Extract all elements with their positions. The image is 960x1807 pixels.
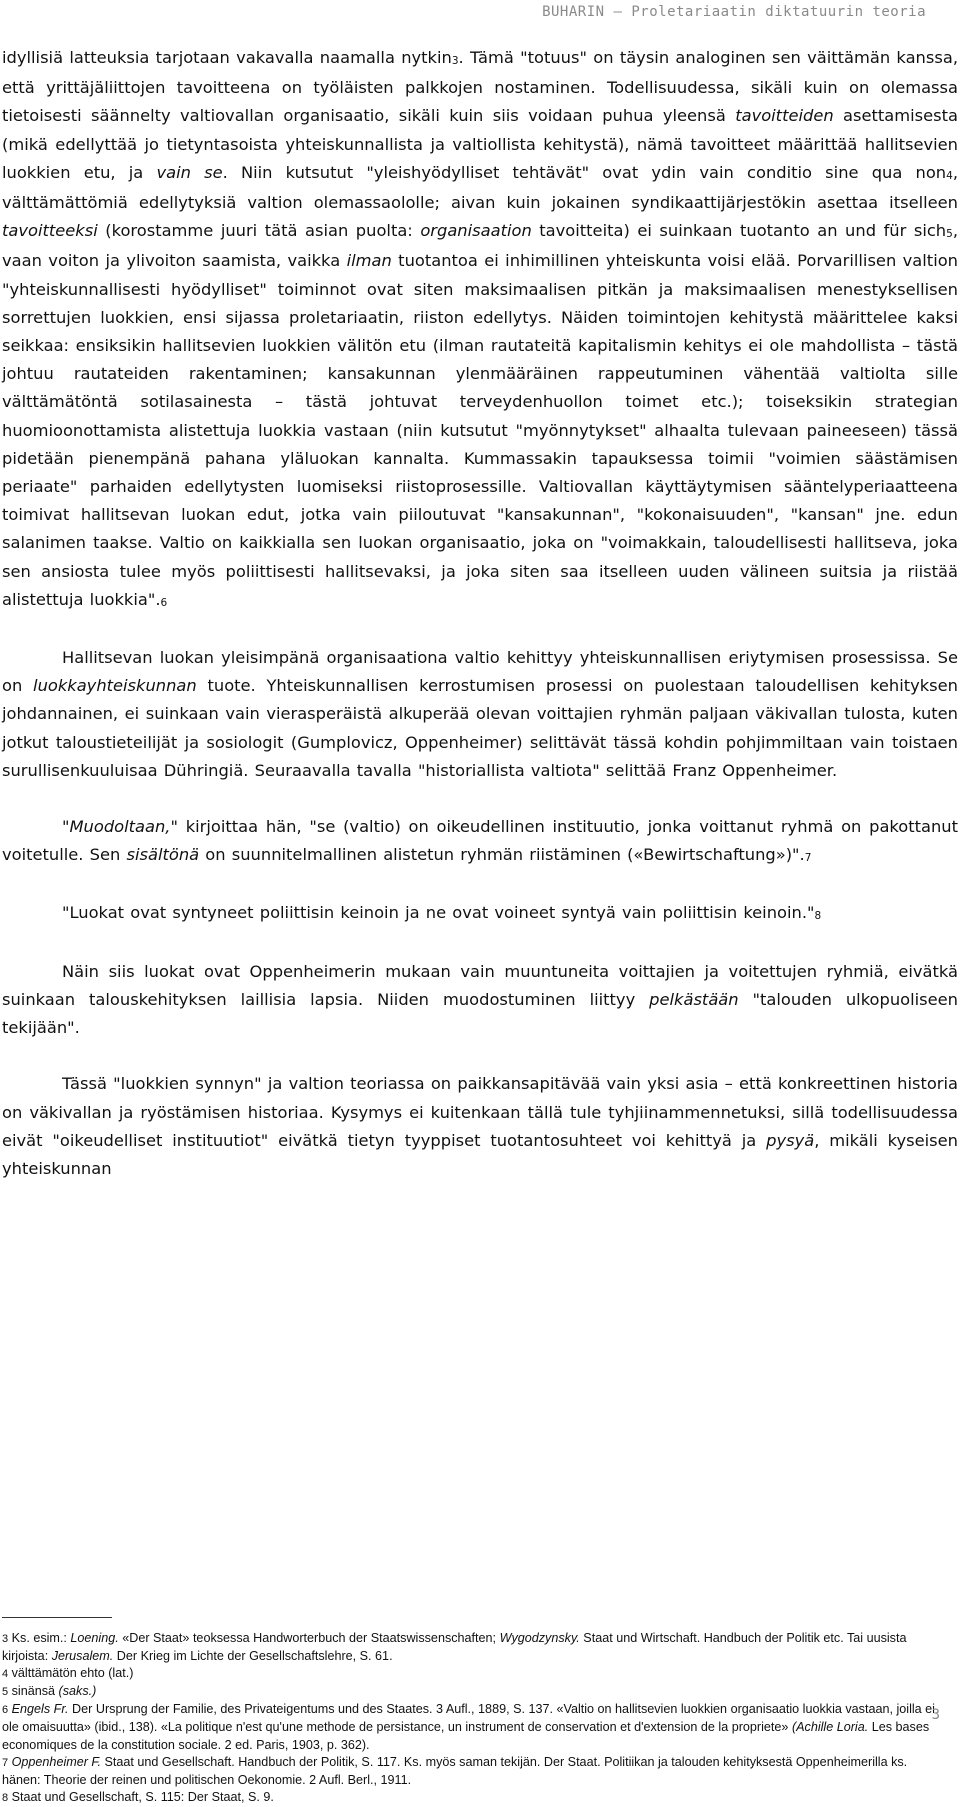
emphasis: pysyä <box>766 1130 815 1150</box>
footnote-ref-3[interactable]: 3 <box>451 55 459 67</box>
footnote-ref-4[interactable]: 4 <box>946 169 953 182</box>
body-text <box>0 44 960 1183</box>
emphasis: sisältönä <box>126 845 200 865</box>
emphasis: organisaation <box>420 221 532 241</box>
footnote-ref-6[interactable]: 6 <box>160 596 168 609</box>
footnote-5: 5 sinänsä (saks.) <box>2 1684 97 1699</box>
paragraph-4: "Luokat ovat syntyneet poliittisin keinoin ja ne ovat voineet syntyä vain poliittisin keinoin."8 <box>62 903 822 923</box>
paragraph-3: "Muodoltaan," kirjoittaa hän, "se (valtio) on oikeudellinen instituutio, jonka voittanut ryhmä on pakottanut voitetulle. Sen sisältönä on suunnitelmallinen alistetun ryhmän riistäminen («Bewirtschaftung»)".7 <box>2 817 958 865</box>
footnote-ref-7[interactable]: 7 <box>804 852 812 865</box>
emphasis: vain se <box>156 162 223 182</box>
footnote-4: 4 välttämätön ehto (lat.) <box>2 1666 134 1681</box>
footnote-8: 8 Staat und Gesellschaft, S. 115: Der Staat, S. 9. <box>2 1789 274 1804</box>
emphasis: pelkästään <box>649 989 739 1009</box>
emphasis: tavoitteiden <box>735 106 834 126</box>
footnote-3: 3 Ks. esim.: Loening. «Der Staat» teoksessa Handworterbuch der Staatswissenschaften; Wygodzynsky. Staat und Wirtschaft. Handbuch der Politik etc. Tai uusista kirjoista: Jerusalem. Der Krieg im Lichte der Gesellschaftslehre, S. 61. <box>2 1631 907 1664</box>
footnote-7: 7 Oppenheimer F. Staat und Gesellschaft. Handbuch der Politik, S. 117. Ks. myös saman tekijän. Der Staat. Politiikan ja talouden kehityksestä Oppenheimerilla ks. hänen: Theorie der reinen und politischen Oekonomie. 2 Aufl. Berl., 1911. <box>2 1754 908 1787</box>
paragraph-5: Näin siis luokat ovat Oppenheimerin mukaan vain muuntuneita voittajien ja voitettujen ryhmiä, eivätkä suinkaan talouskehityksen laillisia lapsia. Niiden muodostuminen liittyy pelkästään "talouden ulkopuoliseen tekijään". <box>2 961 958 1038</box>
paragraph-1: idyllisiä latteuksia tarjotaan vakavalla naamalla nytkin3. Tämä "totuus" on täysin analoginen sen väittämän kanssa, että yrittäjäliittojen tavoitteena on työläisten palkkojen nostaminen. Todellisuudessa, sikäli kuin on olemassa tietoisesti säännelty valtiovallan organisaatio, sikäli kuin siis voidaan puhua yleensä tavoitteiden asettamisesta (mikä edellyttää jo tietyntasoista yhteiskunnallista ja valtiollista kehitystä), nämä tavoitteet määrittää hallitsevien luokkien etu, ja vain se. Niin kutsutut "yleishyödylliset tehtävät" ovat ydin vain conditio sine qua non4, välttämättömiä edellytyksiä valtion olemassaololle; aivan kuin jokainen syndikaattijärjestökin asettaa itselleen tavoitteeksi (korostamme juuri tätä asian puolta: organisaation tavoitteita) ei suinkaan tuotanto an und für sich5, vaan voiton ja ylivoiton saamista, vaikka ilman tuotantoa ei inhimillinen yhteiskunta voisi elää. Porvarillisen valtion "yhteiskunnallisesti hyödylliset" toiminnot ovat siten maksimaalisen pitkän ja maksimaalisen menestyksellisen sorrettujen luokkien, ensi sijassa proletariaatin, riiston edellytys. Näiden toimintojen kehitystä määrittelee kaksi seikkaa: ensiksikin hallitsevien luokkien välitön etu (ilman rautateitä kapitalismin kehitys ei ole mahdollista – tästä johtuu rautateiden rakentaminen; kansakunnan ylenmääräinen rappeutuminen vähentää valtiolta sille välttämätöntä sotilasainesta – tästä johtuvat terveydenhuollon toimet etc.); toiseksikin strategian huomioonottamista alistettuja luokkia vastaan (niin kutsutut "myönnytykset" alhaalta tulevaan paineeseen) tässä pidetään pienempänä pahana yläluokan kannalta. Kummassakin tapauksessa toimii "voimien säästämisen periaate" parhaiden edellytysten luomiseksi riistoprosessille. Valtiovallan käyttäytymisen sääntelyperiaatteena toimivat hallitsevan luokan edut, jotka vain piiloutuvat "kansakunnan", "kokonaisuuden", "kansan" jne. edun salanimen taakse. Valtio on kaikkialla sen luokan organisaatio, joka on "voimakkain, taloudellisesti hallitseva, joka sen ansiosta tulee myös poliittisesti hallitsevaksi, ja joka siten saa itselleen uuden välineen suitsia ja riistää alistettuja luokkia".6 <box>2 48 958 609</box>
page-number: 3 <box>931 1707 940 1723</box>
footnotes <box>2 1630 937 1807</box>
emphasis: luokkayhteiskunnan <box>33 676 197 696</box>
paragraph-2: Hallitsevan luokan yleisimpänä organisaationa valtio kehittyy yhteiskunnallisen eriytymisen prosessissa. Se on luokkayhteiskunnan tuote. Yhteiskunnallisen kerrostumisen prosessi on puolestaan taloudellisen kehityksen johdannainen, ei suinkaan vain vierasperäistä alkuperää olevan voittajien ryhmän paljaan väkivallan tulosta, kuten jotkut taloustieteilijät ja sosiologit (Gumplovicz, Oppenheimer) selittävät tässä kohdin pohjimmiltaan vain toistaen surullisenkuuluisaa Dühringiä. Seuraavalla tavalla "historiallista valtiota" selittää Franz Oppenheimer. <box>2 648 958 780</box>
footnote-ref-5[interactable]: 5 <box>946 228 953 241</box>
paragraph-6: Tässä "luokkien synnyn" ja valtion teoriassa on paikkansapitävää vain yksi asia – että konkreettinen historia on väkivallan ja ryöstämisen historiaa. Kysymys ei kuitenkaan tällä tule tyhjiinammennetuksi, sillä todellisuudessa eivät "oikeudelliset instituutiot" eivätkä tietyn tyyppiset tuotantosuhteet voi kehittyä ja pysyä, mikäli kyseisen yhteiskunnan <box>2 1074 958 1178</box>
footnote-divider <box>2 1617 112 1618</box>
emphasis: tavoitteeksi <box>2 221 98 241</box>
emphasis: ilman <box>346 251 392 271</box>
running-head: BUHARIN – Proletariaatin diktatuurin teoria <box>542 4 926 20</box>
footnote-ref-8[interactable]: 8 <box>814 910 822 923</box>
emphasis: Muodoltaan," <box>69 817 178 837</box>
footnote-6: 6 Engels Fr. Der Ursprung der Familie, des Privateigentums und des Staates. 3 Aufl., 1889, S. 137. «Valtio on hallitsevien luokkien organisaatio luokkia vastaan, joilla ei ole omaisuutta» (ibid., 138). «La politique n'est qu'une methode de persistance, un instrument de conservation et d'extension de la propriete» (Achille Loria. Les bases economiques de la constitution sociale. 2 ed. Paris, 1903, p. 362). <box>2 1702 935 1752</box>
